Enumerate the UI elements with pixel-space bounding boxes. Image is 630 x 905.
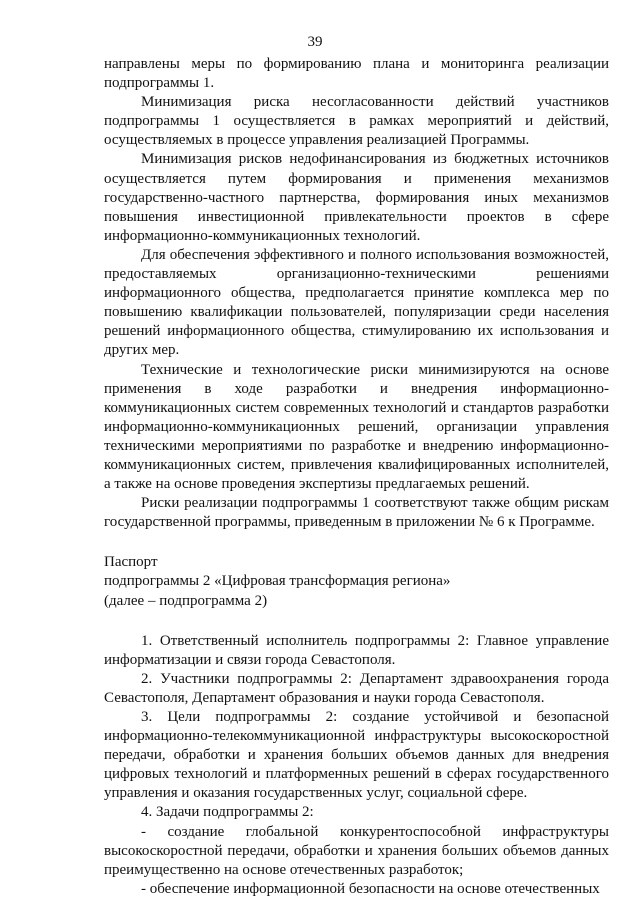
paragraph: 4. Задачи подпрограммы 2:	[141, 804, 314, 821]
page-number: 39	[307, 34, 323, 50]
paragraph: Риски реализации подпрограммы 1 соответствуют также общим рискам государственной программы, приведенным в приложении № 6 к Программе.	[104, 495, 609, 531]
paragraph: 1. Ответственный исполнитель подпрограммы 2: Главное управление информатизации и связи города Севастополя.	[104, 632, 609, 668]
passport-title: Паспорт	[104, 554, 158, 571]
paragraph: 2. Участники подпрограммы 2: Департамент здравоохранения города Севастополя, Департамент образования и науки города Севастополя.	[104, 670, 609, 706]
passport-subtitle: подпрограммы 2 «Цифровая трансформация региона»	[104, 573, 451, 590]
paragraph: - создание глобальной конкурентоспособной инфраструктуры высокоскоростной передачи, обработки и хранения больших объемов данных преимущественно на основе отечественных разработок;	[104, 823, 609, 878]
risk-section	[104, 55, 609, 532]
paragraph: Для обеспечения эффективного и полного использования возможностей, предоставляемых организационно-техническими решениями информационного общества, предполагается принятие комплекса мер по повышению квалификации пользователей, популяризации среди населения решений информационного общества, стимулированию их использования и других мер.	[104, 246, 609, 359]
paragraph: 3. Цели подпрограммы 2: создание устойчивой и безопасной информационно-телекоммуникационной инфраструктуры высокоскоростной передачи, обработки и хранения больших объемов данных для внедрения цифровых технологий и платформенных решений в сферах государственного управления и оказания государственных услуг, социальной сфере.	[104, 709, 609, 802]
paragraph: - обеспечение информационной безопасности на основе отечественных	[141, 880, 600, 897]
paragraph: Технические и технологические риски минимизируются на основе применения в ходе разработки и внедрения информационно-коммуникационных систем современных технологий и стандартов разработки информационно-коммуникационных решений, организации управления техническими мероприятиями по разработке и внедрению информационно-коммуникационных систем, привлечения квалифицированных исполнителей, а также на основе проведения экспертизы предлагаемых решений.	[104, 361, 609, 493]
paragraph: Минимизация риска несогласованности действий участников подпрограммы 1 осуществляется в рамках мероприятий и действий, осуществляемых в процессе управления реализацией Программы.	[104, 94, 609, 149]
passport-subtitle-note: (далее – подпрограмма 2)	[104, 592, 268, 609]
paragraph: направлены меры по формированию плана и мониторинга реализации подпрограммы 1.	[104, 56, 609, 92]
paragraph: Минимизация рисков недофинансирования из бюджетных источников осуществляется путем формирования и применения механизмов государственно-частного партнерства, формирования иных механизмов повышения инвестиционной привлекательности проектов в сфере информационно-коммуникационных технологий.	[104, 151, 609, 244]
document-body	[104, 55, 609, 899]
passport-section	[104, 632, 609, 899]
